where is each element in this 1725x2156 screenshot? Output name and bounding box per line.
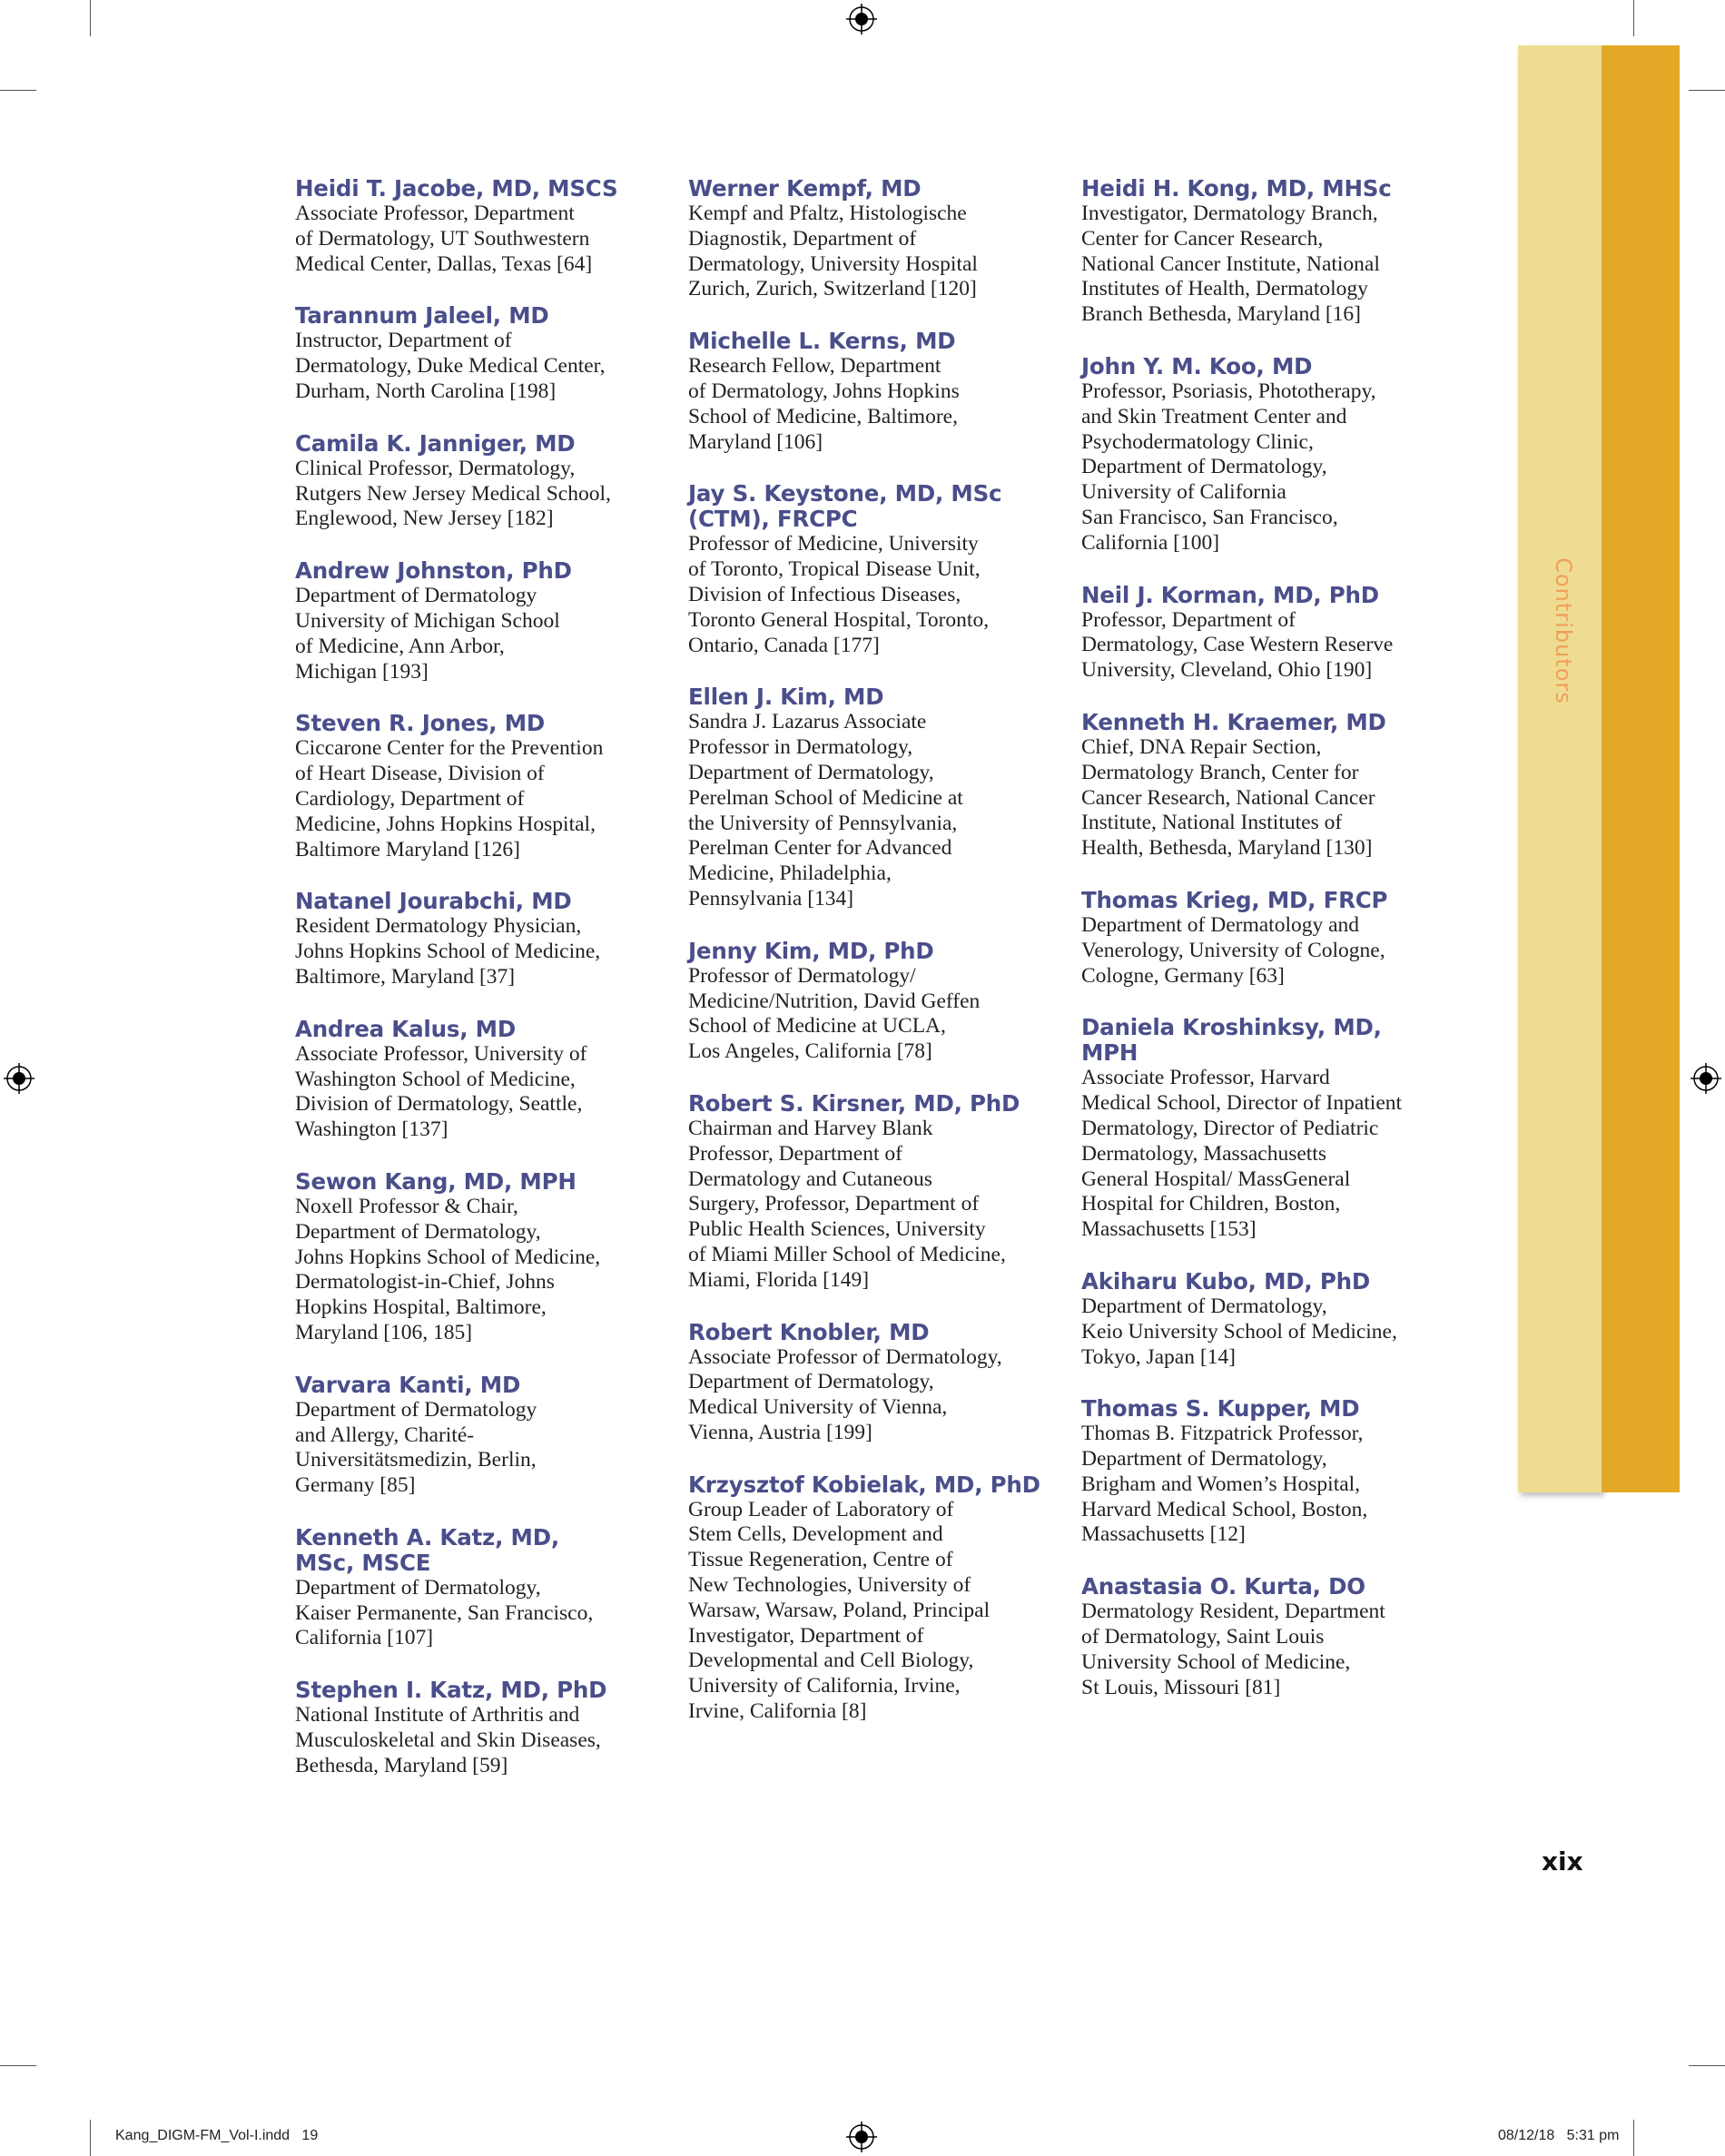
crop-mark (90, 2120, 91, 2156)
contributor-affiliation: Associate Professor of Dermatology, Department of Dermatology, Medical University of Vienna, Vienna, Austria [199] (688, 1344, 1002, 1444)
contributor-entry (688, 1472, 1047, 1725)
contributor-name: Neil J. Korman, MD, PhD (1081, 581, 1379, 608)
crop-mark (0, 2065, 36, 2066)
contributor-name: Andrew Johnston, PhD (295, 557, 572, 585)
side-tab-label: Contributors (1551, 557, 1576, 704)
contributor-entry (295, 1678, 654, 1778)
contributor-name: Kenneth A. Katz, MD, MSc, MSCE (295, 1523, 559, 1576)
slug-file-info: Kang_DIGM-FM_Vol-I.indd 19 (115, 2128, 319, 2143)
contributor-name: Sewon Kang, MD, MPH (295, 1167, 577, 1195)
contributor-entry (688, 684, 1047, 911)
contributor-affiliation: Associate Professor, University of Washington School of Medicine, Division of Dermatology, Seattle, Washington [137] (295, 1041, 587, 1142)
contributor-name: Tarannum Jaleel, MD (295, 302, 549, 330)
contributor-affiliation: Professor, Department of Dermatology, Case Western Reserve University, Cleveland, Ohio [190] (1081, 607, 1394, 683)
contributor-name: Heidi T. Jacobe, MD, MSCS (295, 175, 618, 202)
contributor-entry (295, 889, 654, 989)
registration-mark-icon (1690, 1063, 1721, 1094)
contributor-name: Varvara Kanti, MD (295, 1371, 521, 1398)
contributor-entry (295, 1017, 654, 1143)
registration-mark-icon (846, 4, 877, 34)
contributor-entry (1081, 1396, 1440, 1548)
contributor-name: Robert Knobler, MD (688, 1318, 930, 1345)
contributor-name: Thomas Krieg, MD, FRCP (1081, 886, 1388, 913)
contributor-name: Michelle L. Kerns, MD (688, 328, 956, 355)
contributor-name: Heidi H. Kong, MD, MHSc (1081, 175, 1392, 202)
slug-timestamp: 08/12/18 5:31 pm (1498, 2128, 1620, 2143)
contributor-affiliation: Thomas B. Fitzpatrick Professor, Department of Dermatology, Brigham and Women’s Hospital, Harvard Medical School, Boston, Massachusetts [12] (1081, 1422, 1368, 1547)
contributor-affiliation: Sandra J. Lazarus Associate Professor in Dermatology, Department of Dermatology, Perelman School of Medicine at the University of Pennsylvania, Perelman Center for Advanced Medicine, Philadelphia, Pennsylvania [134] (688, 710, 963, 911)
contributor-affiliation: Instructor, Department of Dermatology, Duke Medical Center, Durham, North Carolina [198] (295, 329, 606, 403)
crop-mark (0, 90, 36, 91)
contributor-affiliation: Department of Dermatology, Keio University School of Medicine, Tokyo, Japan [14] (1081, 1294, 1397, 1369)
contributor-affiliation: Dermatology Resident, Department of Dermatology, Saint Louis University School of Medicine, St Louis, Missouri [81] (1081, 1600, 1385, 1699)
registration-mark-icon (4, 1063, 34, 1094)
contributor-entry (688, 1320, 1047, 1446)
contributors-column-2 (688, 176, 1047, 1751)
contributor-affiliation: Professor of Medicine, University of Toronto, Tropical Disease Unit, Division of Infectious Diseases, Toronto General Hospital, Toronto, Ontario, Canada [177] (688, 532, 990, 657)
contributors-column-3 (1081, 176, 1440, 1727)
contributor-affiliation: Professor, Psoriasis, Phototherapy, and Skin Treatment Center and Psychodermatology Clinic, Department of Dermatology, University of California San Francisco, San Francisco, California [100] (1081, 379, 1376, 555)
crop-mark (1689, 90, 1725, 91)
contributor-affiliation: Research Fellow, Department of Dermatology, Johns Hopkins School of Medicine, Baltimore, Maryland [106] (688, 354, 960, 454)
contributor-entry (295, 558, 654, 684)
contributor-affiliation: Group Leader of Laboratory of Stem Cells, Development and Tissue Regeneration, Centre of New Technologies, University of Warsaw, Warsaw, Poland, Principal Investigator, Department of Developmental and Cell Biology, University of California, Irvine, Irvine, California [8] (688, 1497, 991, 1724)
contributor-entry (1081, 710, 1440, 861)
contributor-entry (688, 329, 1047, 455)
contributor-name: Daniela Kroshinksy, MD, MPH (1081, 1014, 1382, 1067)
contributor-affiliation: Associate Professor, Department of Dermatology, UT Southwestern Medical Center, Dallas, Texas [64] (295, 202, 593, 276)
contributor-name: Anastasia O. Kurta, DO (1081, 1573, 1365, 1600)
contributor-entry (295, 1525, 654, 1651)
contributor-entry (295, 711, 654, 862)
contributor-entry (688, 481, 1047, 658)
contributor-affiliation: Noxell Professor & Chair, Department of Dermatology, Johns Hopkins School of Medicine, Dermatologist-in-Chief, Johns Hopkins Hospital, Baltimore, Maryland [106, 185] (295, 1194, 601, 1344)
contributor-name: Akiharu Kubo, MD, PhD (1081, 1267, 1370, 1295)
contributor-affiliation: Professor of Dermatology/ Medicine/Nutrition, David Geffen School of Medicine at UCLA, Los Angeles, California [78] (688, 963, 981, 1064)
contributor-entry (295, 303, 654, 404)
contributor-name: Camila K. Janniger, MD (295, 429, 576, 457)
contributor-name: Thomas S. Kupper, MD (1081, 1395, 1360, 1423)
crop-mark (1689, 2065, 1725, 2066)
contributor-affiliation: Clinical Professor, Dermatology, Rutgers New Jersey Medical School, Englewood, New Jersey [182] (295, 456, 611, 531)
crop-mark (1633, 2120, 1634, 2156)
contributor-name: Steven R. Jones, MD (295, 710, 546, 737)
contributor-entry (1081, 1269, 1440, 1370)
contributor-entry (295, 1373, 654, 1499)
crop-mark (90, 0, 91, 36)
contributors-column-1 (295, 176, 654, 1806)
contributor-affiliation: Ciccarone Center for the Prevention of Heart Disease, Division of Cardiology, Department of Medicine, Johns Hopkins Hospital, Baltimore Maryland [126] (295, 736, 604, 861)
contributor-entry (1081, 888, 1440, 989)
contributor-affiliation: Investigator, Dermatology Branch, Center for Cancer Research, National Cancer Institute, National Institutes of Health, Dermatology Branch Bethesda, Maryland [16] (1081, 202, 1380, 327)
contributor-name: Kenneth H. Kraemer, MD (1081, 708, 1386, 735)
contributor-entry (688, 176, 1047, 302)
contributor-entry (688, 939, 1047, 1065)
contributor-name: Stephen I. Katz, MD, PhD (295, 1677, 607, 1704)
contributor-entry (1081, 1015, 1440, 1243)
contributor-name: Natanel Jourabchi, MD (295, 888, 572, 915)
contributor-affiliation: Resident Dermatology Physician, Johns Hopkins School of Medicine, Baltimore, Maryland [37] (295, 914, 601, 989)
contributor-affiliation: Department of Dermatology and Venerology, University of Cologne, Cologne, Germany [63] (1081, 912, 1385, 988)
side-tab-dark (1602, 45, 1680, 1492)
contributor-entry (1081, 583, 1440, 684)
contributor-name: Werner Kempf, MD (688, 175, 922, 202)
contributor-name: Krzysztof Kobielak, MD, PhD (688, 1471, 1040, 1498)
contributor-affiliation: Department of Dermatology, Kaiser Permanente, San Francisco, California [107] (295, 1575, 594, 1650)
page-number: xix (1542, 1846, 1583, 1876)
contributor-affiliation: National Institute of Arthritis and Musculoskeletal and Skin Diseases, Bethesda, Maryland [59] (295, 1703, 601, 1777)
contributor-affiliation: Kempf and Pfaltz, Histologische Diagnostik, Department of Dermatology, University Hospital Zurich, Zurich, Switzerland [120] (688, 202, 978, 301)
contributor-affiliation: Department of Dermatology University of Michigan School of Medicine, Ann Arbor, Michigan [193] (295, 584, 560, 684)
registration-mark-icon (846, 2122, 877, 2152)
contributor-entry (295, 431, 654, 532)
contributor-affiliation: Associate Professor, Harvard Medical School, Director of Inpatient Dermatology, Director of Pediatric Dermatology, Massachusetts General Hospital/ MassGeneral Hospital for Children, Boston, Massachusetts [153] (1081, 1066, 1403, 1242)
contributor-name: Robert S. Kirsner, MD, PhD (688, 1089, 1020, 1117)
side-tab-light (1518, 45, 1602, 1492)
contributor-name: Jenny Kim, MD, PhD (688, 937, 934, 964)
contributor-entry (295, 1169, 654, 1346)
contributor-entry (1081, 176, 1440, 328)
contributor-name: Jay S. Keystone, MD, MSc (CTM), FRCPC (688, 480, 1002, 533)
contributor-entry (295, 176, 654, 277)
contributor-name: Ellen J. Kim, MD (688, 684, 884, 711)
contributor-affiliation: Chairman and Harvey Blank Professor, Department of Dermatology and Cutaneous Surgery, Professor, Department of Public Health Sciences, University of Miami Miller School of Medicine, Miami, Florida [149] (688, 1116, 1006, 1292)
contributor-entry (1081, 1574, 1440, 1700)
contributor-name: John Y. M. Koo, MD (1081, 352, 1313, 379)
contributor-entry (1081, 354, 1440, 556)
crop-mark (1633, 0, 1634, 36)
contributor-affiliation: Department of Dermatology and Allergy, Charité- Universitätsmedizin, Berlin, Germany [85] (295, 1397, 537, 1498)
contributor-name: Andrea Kalus, MD (295, 1015, 516, 1042)
contributor-entry (688, 1091, 1047, 1294)
contributor-affiliation: Chief, DNA Repair Section, Dermatology Branch, Center for Cancer Research, National Cancer Institute, National Institutes of Health, Bethesda, Maryland [130] (1081, 734, 1375, 861)
